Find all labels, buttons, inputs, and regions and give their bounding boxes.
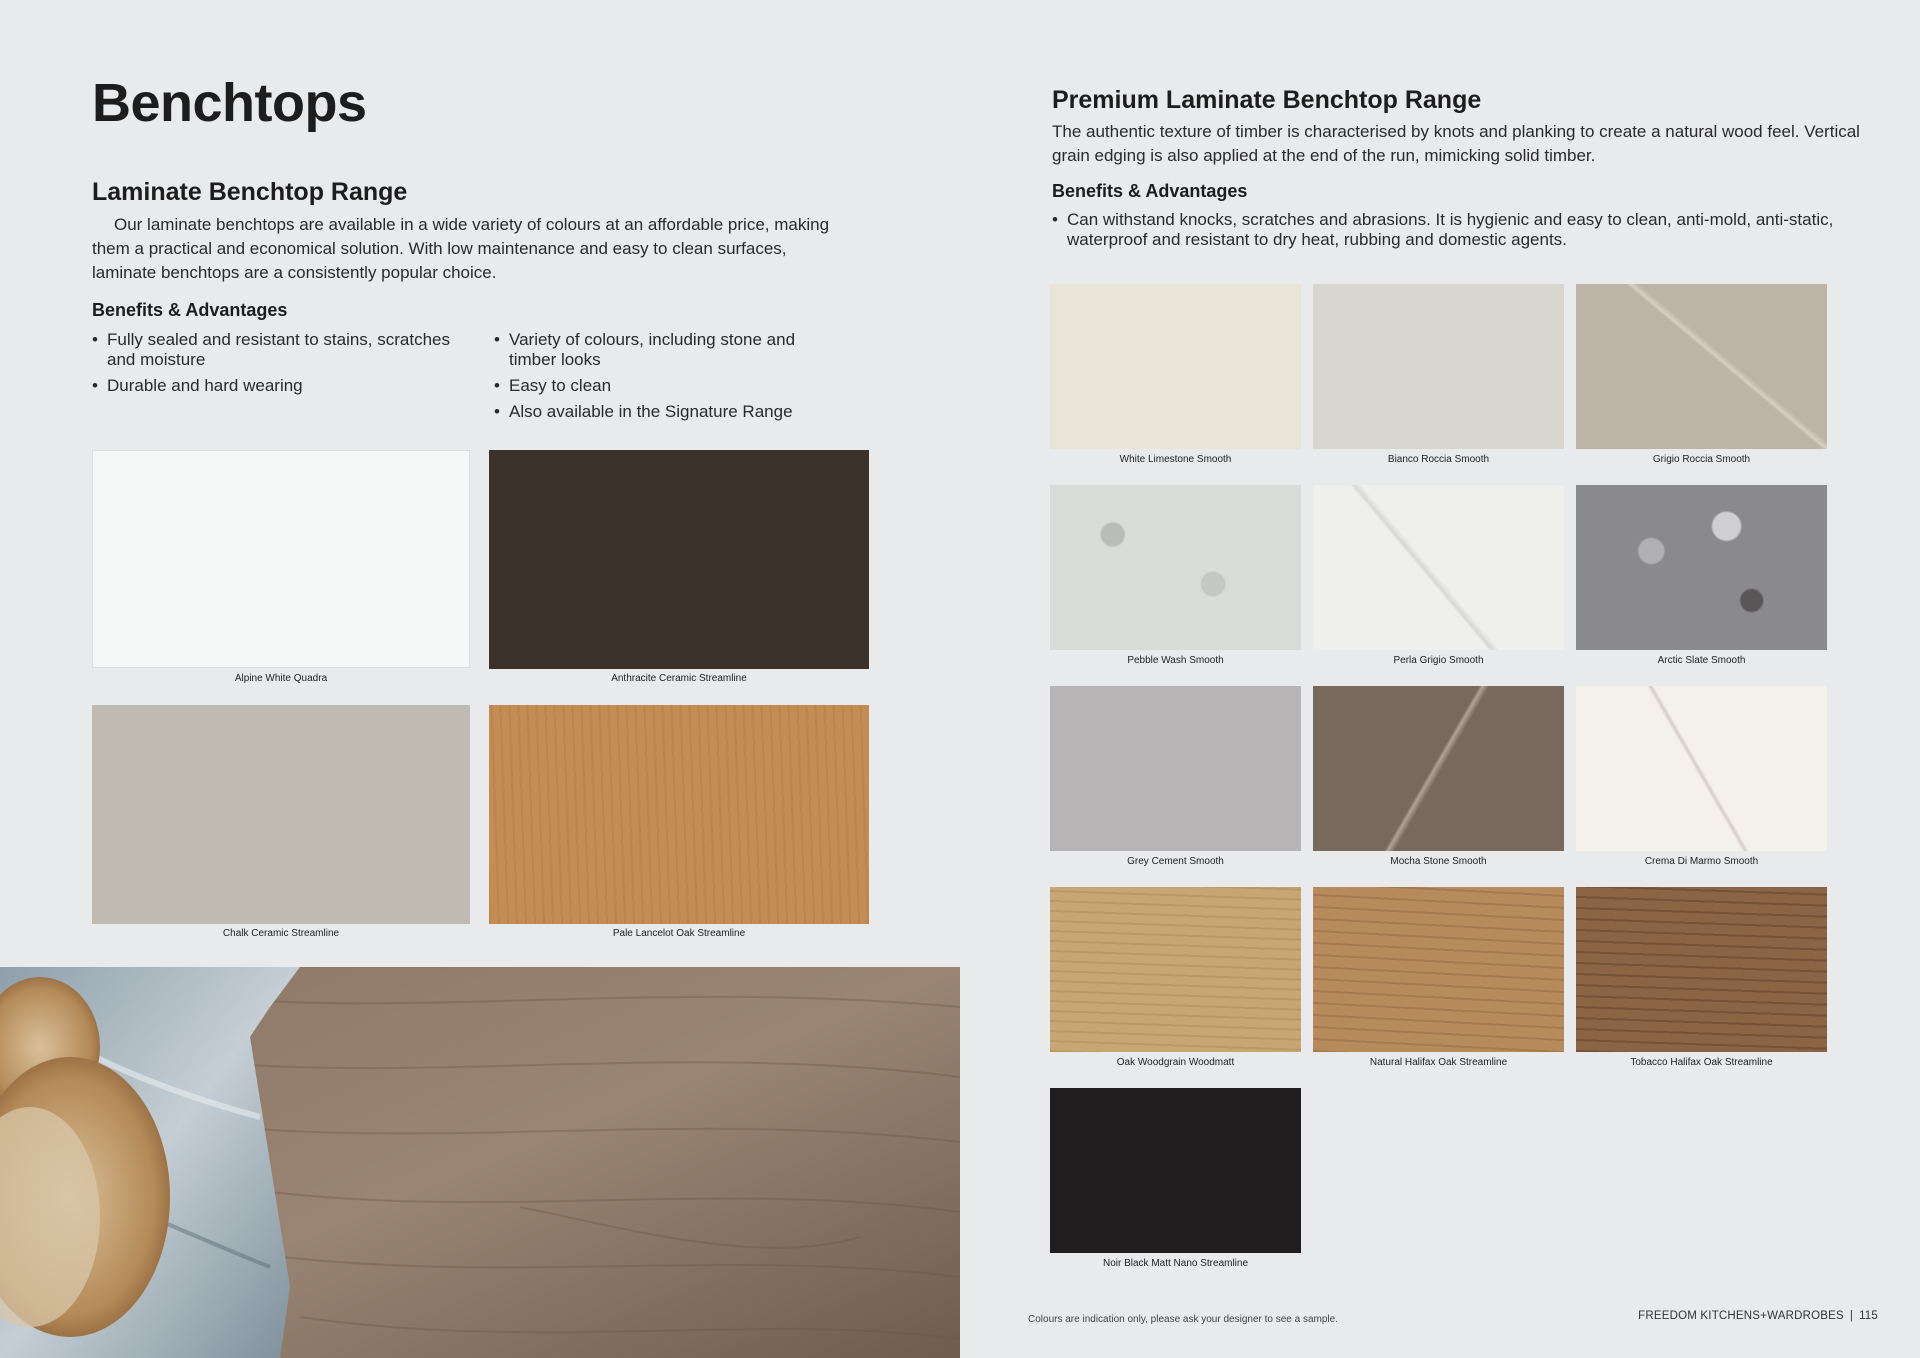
swatch-caption: Noir Black Matt Nano Streamline — [1102, 1258, 1249, 1269]
swatch-caption: Anthracite Ceramic Streamline — [611, 673, 747, 684]
list-item: • Can withstand knocks, scratches and abrasions. It is hygienic and easy to clean, anti-mold, anti-static, waterproof and resistant to dry heat, rubbing and domestic agents. — [1052, 210, 1872, 250]
swatch-caption: Bianco Roccia Smooth — [1387, 454, 1490, 465]
swatch-oak-woodgrain-woodmatt — [1050, 887, 1301, 1074]
list-item: • Also available in the Signature Range — [494, 402, 834, 422]
swatch-caption: Natural Halifax Oak Streamline — [1369, 1057, 1508, 1068]
swatch-caption: Grey Cement Smooth — [1127, 856, 1224, 867]
swatch-natural-halifax-oak-streamline — [1313, 887, 1564, 1074]
swatch-caption: Pale Lancelot Oak Streamline — [612, 928, 746, 939]
laminate-benefits-col1 — [92, 330, 472, 402]
swatch-caption: Pebble Wash Smooth — [1127, 655, 1224, 666]
swatch-crema-di-marmo-smooth — [1576, 686, 1827, 873]
swatch-caption: Grigio Roccia Smooth — [1652, 454, 1751, 465]
list-item: • Durable and hard wearing — [92, 376, 472, 396]
swatch-tile — [1576, 686, 1827, 851]
swatch-pebble-wash-smooth — [1050, 485, 1301, 672]
swatch-tile — [1050, 887, 1301, 1052]
footer-brand — [1638, 1310, 1878, 1322]
swatch-tile — [92, 705, 470, 924]
laminate-intro: Our laminate benchtops are available in a wide variety of colours at an affordable price, making them a practical and economical solution. With low maintenance and easy to clean surfaces, laminate benchtops are a consistently popular choice. — [92, 215, 830, 282]
swatch-tile — [1576, 485, 1827, 650]
swatch-anthracite-ceramic-streamline — [489, 450, 869, 690]
swatch-tile — [1050, 284, 1301, 449]
swatch-pale-lancelot-oak-streamline — [489, 705, 869, 945]
divider: | — [1849, 1310, 1854, 1322]
swatch-caption: Chalk Ceramic Streamline — [222, 928, 340, 939]
swatch-tobacco-halifax-oak-streamline — [1576, 887, 1827, 1074]
swatch-tile — [1050, 485, 1301, 650]
swatch-alpine-white-quadra — [92, 450, 470, 690]
swatch-tile — [92, 450, 470, 668]
swatch-caption: Crema Di Marmo Smooth — [1644, 856, 1759, 867]
swatch-tile — [489, 450, 869, 669]
premium-benefits-list — [1052, 210, 1872, 256]
page-number: 115 — [1859, 1310, 1878, 1322]
benchtop-lifestyle-photo — [0, 967, 960, 1358]
list-item: • Variety of colours, including stone and timber looks — [494, 330, 834, 370]
list-item: • Easy to clean — [494, 376, 834, 396]
swatch-perla-grigio-smooth — [1313, 485, 1564, 672]
swatch-grey-cement-smooth — [1050, 686, 1301, 873]
swatch-caption: White Limestone Smooth — [1119, 454, 1232, 465]
swatch-caption: Alpine White Quadra — [234, 673, 328, 684]
laminate-benefits-heading: Benefits & Advantages — [92, 300, 288, 320]
swatch-bianco-roccia-smooth — [1313, 284, 1564, 471]
swatch-caption: Tobacco Halifax Oak Streamline — [1630, 1057, 1773, 1068]
swatch-tile — [1313, 887, 1564, 1052]
list-item: • Fully sealed and resistant to stains, scratches and moisture — [92, 330, 472, 370]
swatch-grigio-roccia-smooth — [1576, 284, 1827, 471]
swatch-mocha-stone-smooth — [1313, 686, 1564, 873]
swatch-tile — [1313, 485, 1564, 650]
swatch-chalk-ceramic-streamline — [92, 705, 470, 945]
swatch-noir-black-matt-nano-streamline — [1050, 1088, 1301, 1275]
swatch-tile — [1050, 686, 1301, 851]
premium-benefits-heading: Benefits & Advantages — [1052, 181, 1248, 201]
colour-disclaimer: Colours are indication only, please ask your designer to see a sample. — [1028, 1314, 1338, 1325]
swatch-caption: Mocha Stone Smooth — [1390, 856, 1487, 867]
swatch-caption: Perla Grigio Smooth — [1393, 655, 1484, 666]
swatch-tile — [489, 705, 869, 924]
laminate-benefits-col2 — [494, 330, 834, 428]
swatch-tile — [1313, 686, 1564, 851]
swatch-tile — [1313, 284, 1564, 449]
swatch-caption: Arctic Slate Smooth — [1657, 655, 1746, 666]
swatch-white-limestone-smooth — [1050, 284, 1301, 471]
swatch-tile — [1576, 887, 1827, 1052]
swatch-arctic-slate-smooth — [1576, 485, 1827, 672]
swatch-tile — [1050, 1088, 1301, 1253]
page-title: Benchtops — [92, 73, 367, 133]
laminate-section-title: Laminate Benchtop Range — [92, 178, 408, 206]
swatch-tile — [1576, 284, 1827, 449]
premium-intro: The authentic texture of timber is characterised by knots and planking to create a natural wood feel. Vertical grain edging is also applied at the end of the run, mimicking solid timber. — [1052, 122, 1860, 165]
swatch-caption: Oak Woodgrain Woodmatt — [1116, 1057, 1235, 1068]
premium-section-title: Premium Laminate Benchtop Range — [1052, 86, 1482, 114]
brand-name: FREEDOM KITCHENS+WARDROBES — [1638, 1310, 1844, 1322]
